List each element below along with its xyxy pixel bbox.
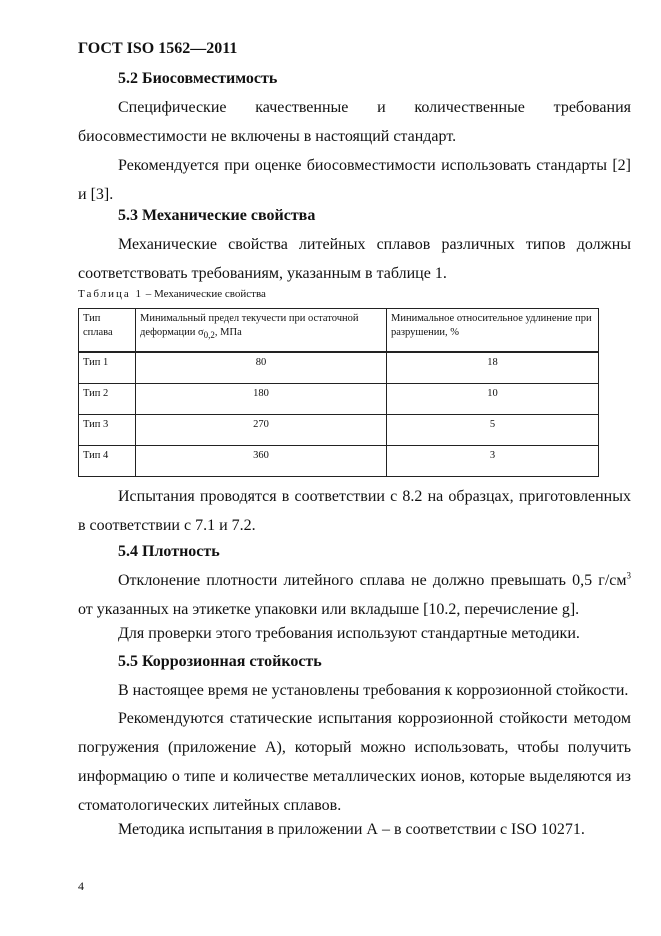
header-alloy-type: Тип сплава <box>79 309 136 353</box>
density-unit-superscript: 3 <box>626 570 631 581</box>
header-yield-unit: , МПа <box>214 327 242 338</box>
header-yield-strength <box>136 309 387 353</box>
row-type-cell: Тип 1 <box>79 352 136 384</box>
mechanical-properties-table <box>78 308 599 477</box>
table-row <box>79 384 599 415</box>
section-5-2-paragraph-1-line-1: Специфические качественные и количественные требования <box>118 99 631 116</box>
row-yield-cell: 360 <box>136 446 387 477</box>
section-5-2-paragraph-2: Рекомендуется при оценке биосовместимости использовать стандарты [2] и [3]. <box>78 157 631 203</box>
row-type-cell: Тип 4 <box>79 446 136 477</box>
header-yield-subscript: 0,2 <box>203 330 215 341</box>
header-elongation: Минимальное относительное удлинение при разрушении, % <box>387 309 599 353</box>
document-header: ГОСТ ISO 1562—2011 <box>78 40 238 57</box>
table-caption-title: Механические свойства <box>154 288 266 300</box>
table-caption <box>78 288 266 300</box>
section-5-2-paragraph-1-line-2: биосовместимости не включены в настоящий стандарт. <box>78 128 457 145</box>
density-text-a: Отклонение плотности литейного сплава не должно превышать 0,5 г/см <box>118 572 627 589</box>
page-number: 4 <box>78 879 84 893</box>
row-elongation-cell: 3 <box>387 446 599 477</box>
after-table-paragraph: Испытания проводятся в соответствии с 8.2 на образцах, приготовленных в соответствии с 7.1 и 7.2. <box>78 488 631 534</box>
row-elongation-cell: 10 <box>387 384 599 415</box>
table-caption-separator: – <box>143 288 155 300</box>
row-elongation-cell: 18 <box>387 352 599 384</box>
section-5-5-paragraph-2: Рекомендуются статические испытания коррозионной стойкости методом погружения (приложение А), который можно использовать, чтобы получить информацию о типе и количестве металлических ионов, которые выделяются из стоматологических литейных сплавов. <box>78 710 631 814</box>
section-5-4-paragraph-2: Для проверки этого требования используют стандартные методики. <box>118 625 580 642</box>
row-yield-cell: 270 <box>136 415 387 446</box>
section-5-5-heading: 5.5 Коррозионная стойкость <box>118 653 322 670</box>
section-5-4-heading: 5.4 Плотность <box>118 543 220 560</box>
section-5-3-heading: 5.3 Механические свойства <box>118 207 316 224</box>
row-type-cell: Тип 3 <box>79 415 136 446</box>
row-yield-cell: 180 <box>136 384 387 415</box>
section-5-3-paragraph-1: Механические свойства литейных сплавов различных типов должны соответствовать требованиям, указанным в таблице 1. <box>78 236 631 282</box>
density-text-b: от указанных на этикетке упаковки или вкладыше [10.2, перечисление g]. <box>78 601 580 618</box>
table-header-row <box>79 309 599 353</box>
section-5-4-paragraph-1 <box>78 566 631 624</box>
section-5-5-paragraph-3: Методика испытания в приложении А – в соответствии с ISO 10271. <box>118 821 585 838</box>
row-yield-cell: 80 <box>136 352 387 384</box>
table-row <box>79 352 599 384</box>
row-elongation-cell: 5 <box>387 415 599 446</box>
header-yield-text: Минимальный предел текучести при остаточной деформации <box>140 313 359 338</box>
table-row <box>79 446 599 477</box>
table-caption-label: Таблица 1 <box>78 288 144 300</box>
row-type-cell: Тип 2 <box>79 384 136 415</box>
header-yield-symbol: σ <box>198 327 204 338</box>
table-row <box>79 415 599 446</box>
section-5-2-heading: 5.2 Биосовместимость <box>118 70 278 87</box>
section-5-5-paragraph-1: В настоящее время не установлены требования к коррозионной стойкости. <box>118 682 629 699</box>
